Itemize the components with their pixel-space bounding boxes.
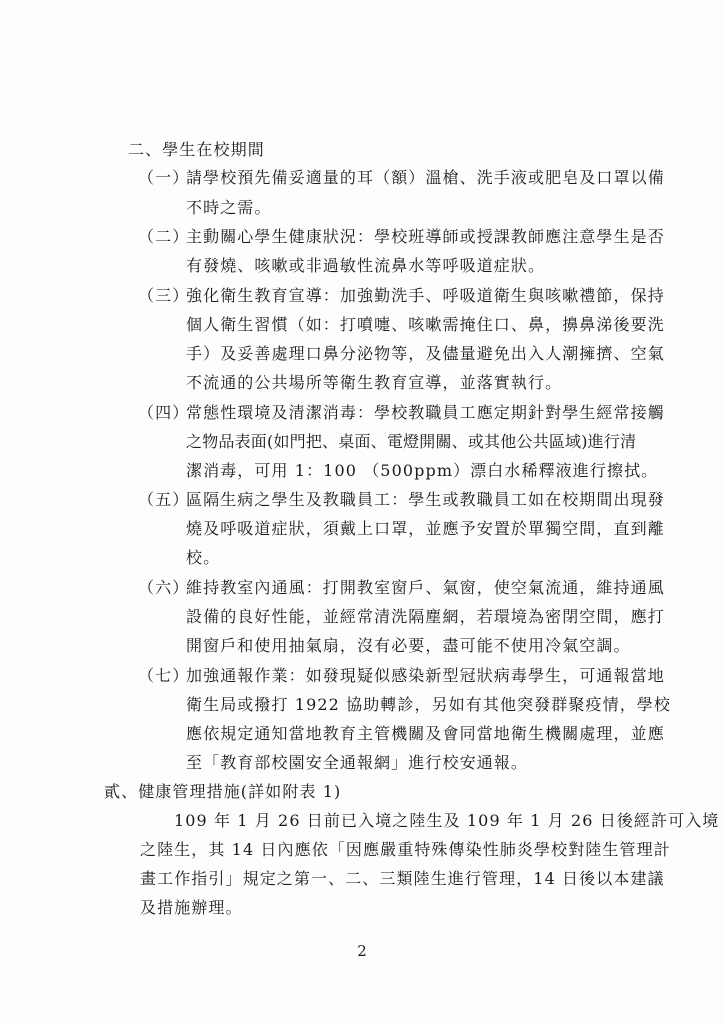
item-line: 常態性環境及清潔消毒：學校教職員工應定期針對學生經常接觸 [186,403,665,422]
paragraph-line: 之陸生，其 14 日內應依「因應嚴重特殊傳染性肺炎學校對陸生管理計 [140,840,671,859]
item-line: 主動關心學生健康狀況：學校班導師或授課教師應注意學生是否 [186,227,665,246]
item-line: 潔消毒，可用 1：100 （500ppm）漂白水稀釋液進行擦拭。 [186,461,659,480]
item-line: 請學校預先備妥適量的耳（額）溫槍、洗手液或肥皂及口罩以備 [186,168,665,187]
paragraph-line: 畫工作指引」規定之第一、二、三類陸生進行管理，14 日後以本建議 [140,869,665,888]
main-heading: 貳、健康管理措施(詳如附表 1) [104,782,342,801]
item-line: 燒及呼吸道症狀，須戴上口罩，並應予安置於單獨空間，直到離 [186,519,665,538]
item-label: （二） [138,227,190,246]
item-label: （四） [138,403,190,422]
item-line: 手）及妥善處理口鼻分泌物等，及儘量避免出入人潮擁擠、空氣 [186,344,665,363]
paragraph-line: 及措施辦理。 [140,898,243,917]
item-line: 維持教室內通風：打開教室窗戶、氣窗，使空氣流通，維持通風 [186,578,665,597]
item-line: 不流通的公共場所等衛生教育宣導，並落實執行。 [186,373,563,392]
item-line: 校。 [186,548,221,567]
item-line: 不時之需。 [186,198,272,217]
item-line: 加強通報作業：如發現疑似感染新型冠狀病毒學生，可通報當地 [186,666,665,685]
item-label: （三） [138,286,190,305]
item-line: 衛生局或撥打 1922 協助轉診，另如有其他突發群聚疫情，學校 [186,695,671,714]
item-line: 至「教育部校園安全通報網」進行校安通報。 [186,753,529,772]
page-number: 2 [357,942,367,960]
item-line: 個人衛生習慣（如：打噴嚏、咳嗽需掩住口、鼻，擤鼻涕後要洗 [186,315,665,334]
item-label: （七） [138,666,190,685]
item-label: （一） [138,168,190,187]
item-line: 之物品表面(如門把、桌面、電燈開關、或其他公共區域)進行清 [186,432,637,451]
item-line: 區隔生病之學生及教職員工：學生或教職員工如在校期間出現發 [186,490,665,509]
item-line: 開窗戶和使用抽氣扇，沒有必要，盡可能不使用冷氣空調。 [186,636,631,655]
paragraph-line: 109 年 1 月 26 日前已入境之陸生及 109 年 1 月 26 日後經許可入境 [174,811,720,830]
item-label: （六） [138,578,190,597]
item-line: 強化衛生教育宣導：加強勤洗手、呼吸道衛生與咳嗽禮節，保持 [186,286,665,305]
section-heading: 二、學生在校期間 [128,140,265,159]
item-line: 有發燒、咳嗽或非過敏性流鼻水等呼吸道症狀。 [186,256,546,275]
item-label: （五） [138,490,190,509]
item-line: 應依規定通知當地教育主管機關及會同當地衛生機關處理，並應 [186,724,665,743]
item-line: 設備的良好性能，並經常清洗隔塵網，若環境為密閉空間，應打 [186,607,665,626]
